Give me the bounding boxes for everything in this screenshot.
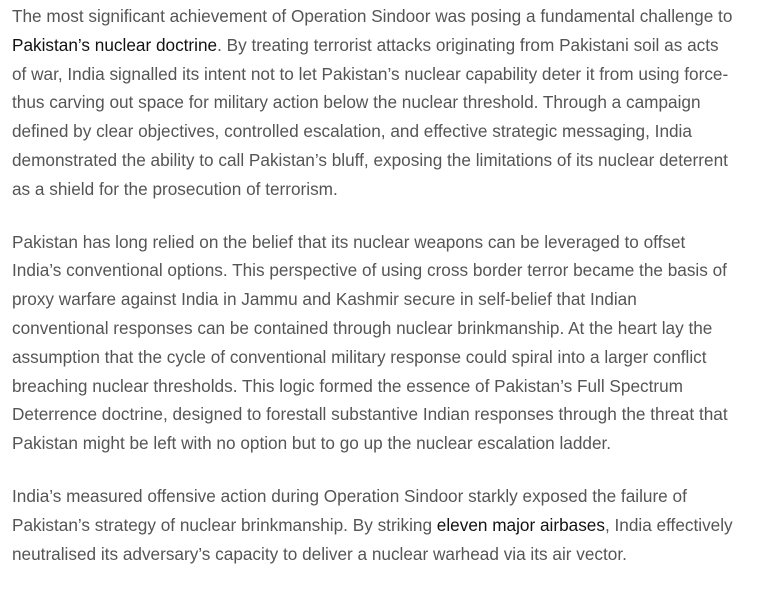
text-run: , India effectively — [604, 514, 733, 535]
paragraph-line — [12, 400, 778, 429]
text-run: Deterrence doctrine, designed to forestall substantive Indian responses through the threat that — [12, 404, 728, 425]
text-run: breaching nuclear thresholds. This logic formed the essence of Pakistan’s Full Spectrum — [12, 375, 683, 396]
paragraph-1 — [12, 2, 778, 204]
paragraph-line — [12, 511, 778, 540]
text-run: India’s conventional options. This perspective of using cross border terror became the basis of — [12, 260, 727, 281]
paragraph-line — [12, 540, 778, 569]
paragraph-line — [12, 60, 778, 89]
paragraph-3 — [12, 482, 778, 568]
link-eleven-major-airbases[interactable]: eleven major airbases — [436, 514, 605, 535]
paragraph-line — [12, 228, 778, 257]
paragraph-line — [12, 88, 778, 117]
paragraph-line — [12, 256, 778, 285]
text-run: demonstrated the ability to call Pakistan’s bluff, exposing the limitations of its nuclear deterrent — [12, 149, 728, 170]
text-run: The most significant achievement of Operation Sindoor was posing a fundamental challenge to — [12, 6, 733, 26]
text-run: of war, India signalled its intent not to let Pakistan’s nuclear capability deter it from using force- — [12, 63, 729, 84]
paragraph-line — [12, 2, 778, 31]
text-run: . By treating terrorist attacks originating from Pakistani soil as acts — [217, 34, 719, 55]
text-run: neutralised its adversary’s capacity to deliver a nuclear warhead via its air vector. — [12, 543, 627, 564]
text-run: Pakistan’s strategy of nuclear brinkmanship. By striking — [12, 514, 437, 535]
link-pakistans-nuclear-doctrine[interactable]: Pakistan’s nuclear doctrine — [12, 34, 218, 55]
text-run: defined by clear objectives, controlled escalation, and effective strategic messaging, India — [12, 121, 692, 142]
paragraph-line — [12, 175, 778, 204]
text-run: India’s measured offensive action during Operation Sindoor starkly exposed the failure of — [12, 485, 687, 506]
article-body — [12, 2, 778, 592]
text-run: assumption that the cycle of conventional military response could spiral into a larger conflict — [12, 346, 707, 367]
paragraph-line — [12, 343, 778, 372]
text-run: Pakistan has long relied on the belief that its nuclear weapons can be leveraged to offset — [12, 231, 686, 252]
text-run: conventional responses can be contained through nuclear brinkmanship. At the heart lay the — [12, 317, 713, 338]
text-run: as a shield for the prosecution of terrorism. — [12, 178, 338, 199]
text-run: proxy warfare against India in Jammu and Kashmir secure in self-belief that Indian — [12, 289, 637, 310]
paragraph-line — [12, 31, 778, 60]
paragraph-2 — [12, 228, 778, 458]
paragraph-line — [12, 429, 778, 458]
text-run: Pakistan might be left with no option but to go up the nuclear escalation ladder. — [12, 433, 612, 454]
paragraph-line — [12, 146, 778, 175]
paragraph-line — [12, 117, 778, 146]
paragraph-line — [12, 372, 778, 401]
paragraph-line — [12, 314, 778, 343]
paragraph-line — [12, 482, 778, 511]
paragraph-line — [12, 285, 778, 314]
text-run: thus carving out space for military action below the nuclear threshold. Through a campaign — [12, 92, 701, 113]
